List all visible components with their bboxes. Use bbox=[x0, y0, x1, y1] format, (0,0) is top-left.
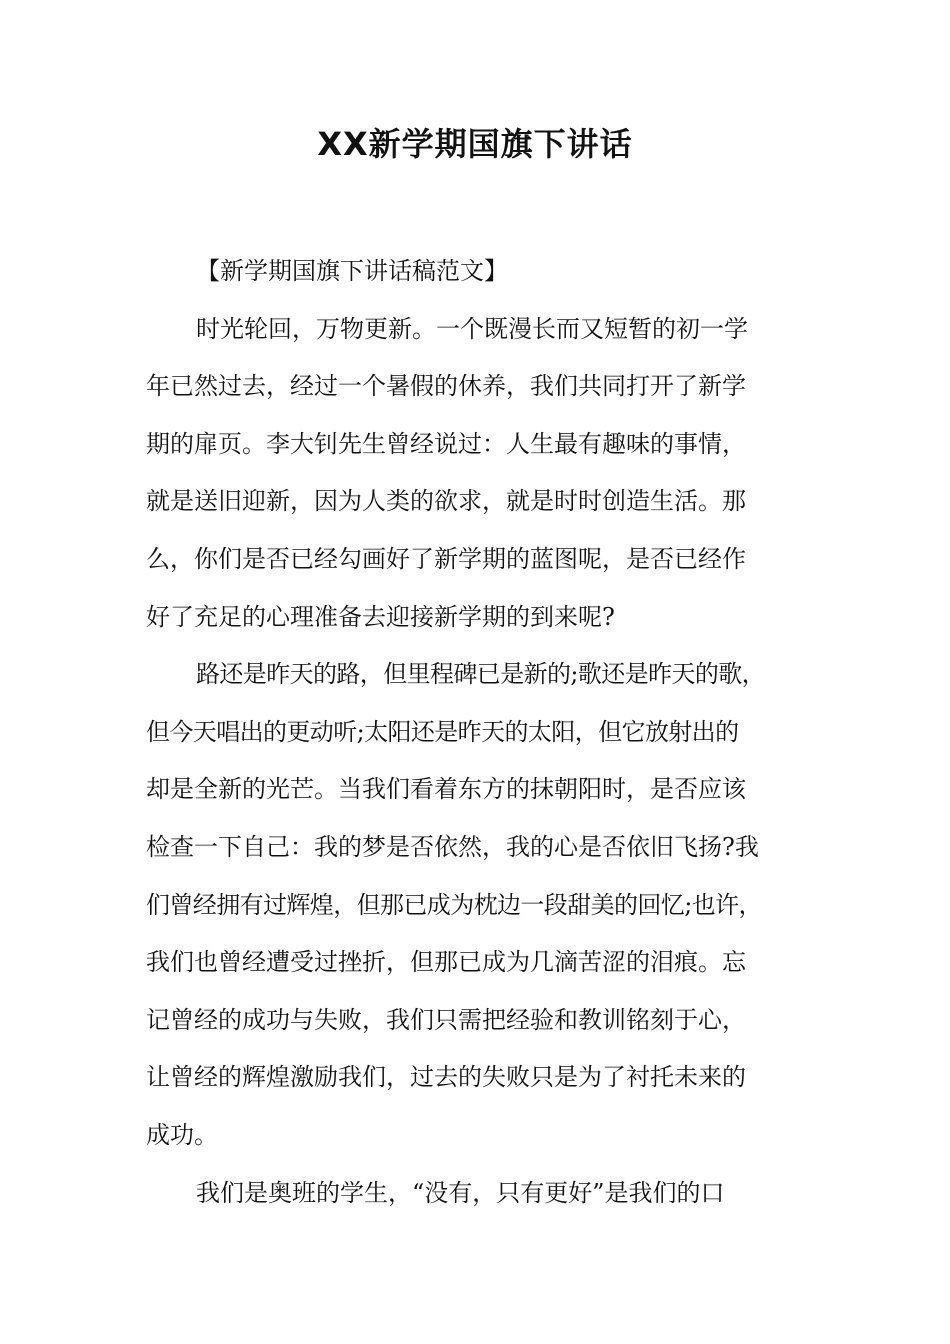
paragraph-line: 年已然过去，经过一个暑假的休养，我们共同打开了新学 bbox=[146, 372, 746, 401]
paragraph-line: 们曾经拥有过辉煌，但那已成为枕边一段甜美的回忆;也许， bbox=[146, 890, 762, 919]
paragraph-line: 成功。 bbox=[146, 1120, 218, 1149]
paragraph-line: 却是全新的光芒。当我们看着东方的抹朝阳时，是否应该 bbox=[146, 775, 746, 804]
paragraph-line: 我们是奥班的学生，“没有，只有更好”是我们的口 bbox=[196, 1178, 725, 1207]
paragraph-line: 就是送旧迎新，因为人类的欲求，就是时时创造生活。那 bbox=[146, 487, 746, 516]
paragraph-line: 检查一下自己：我的梦是否依然，我的心是否依旧飞扬?我 bbox=[146, 832, 759, 861]
subtitle-line: 【新学期国旗下讲话稿范文】 bbox=[196, 257, 508, 285]
document-body bbox=[146, 254, 810, 1233]
paragraph-line: 好了充足的心理准备去迎接新学期的到来呢? bbox=[146, 602, 615, 631]
paragraph-line: 路还是昨天的路，但里程碑已是新的;歌还是昨天的歌， bbox=[196, 660, 766, 689]
paragraph-line: 期的扉页。李大钊先生曾经说过：人生最有趣味的事情， bbox=[146, 429, 746, 458]
paragraph-line: 记曾经的成功与失败，我们只需把经验和教训铭刻于心， bbox=[146, 1005, 746, 1034]
paragraph-line: 但今天唱出的更动听;太阳还是昨天的太阳，但它放射出的 bbox=[146, 717, 739, 746]
paragraph-line: 时光轮回，万物更新。一个既漫长而又短暂的初一学 bbox=[196, 314, 748, 343]
paragraph-line: 让曾经的辉煌激励我们，过去的失败只是为了衬托未来的 bbox=[146, 1063, 746, 1092]
paragraph-line: 我们也曾经遭受过挫折，但那已成为几滴苦涩的泪痕。忘 bbox=[146, 948, 746, 977]
document-title: XX新学期国旗下讲话 bbox=[317, 125, 633, 163]
paragraph-line: 么，你们是否已经勾画好了新学期的蓝图呢，是否已经作 bbox=[146, 544, 746, 573]
